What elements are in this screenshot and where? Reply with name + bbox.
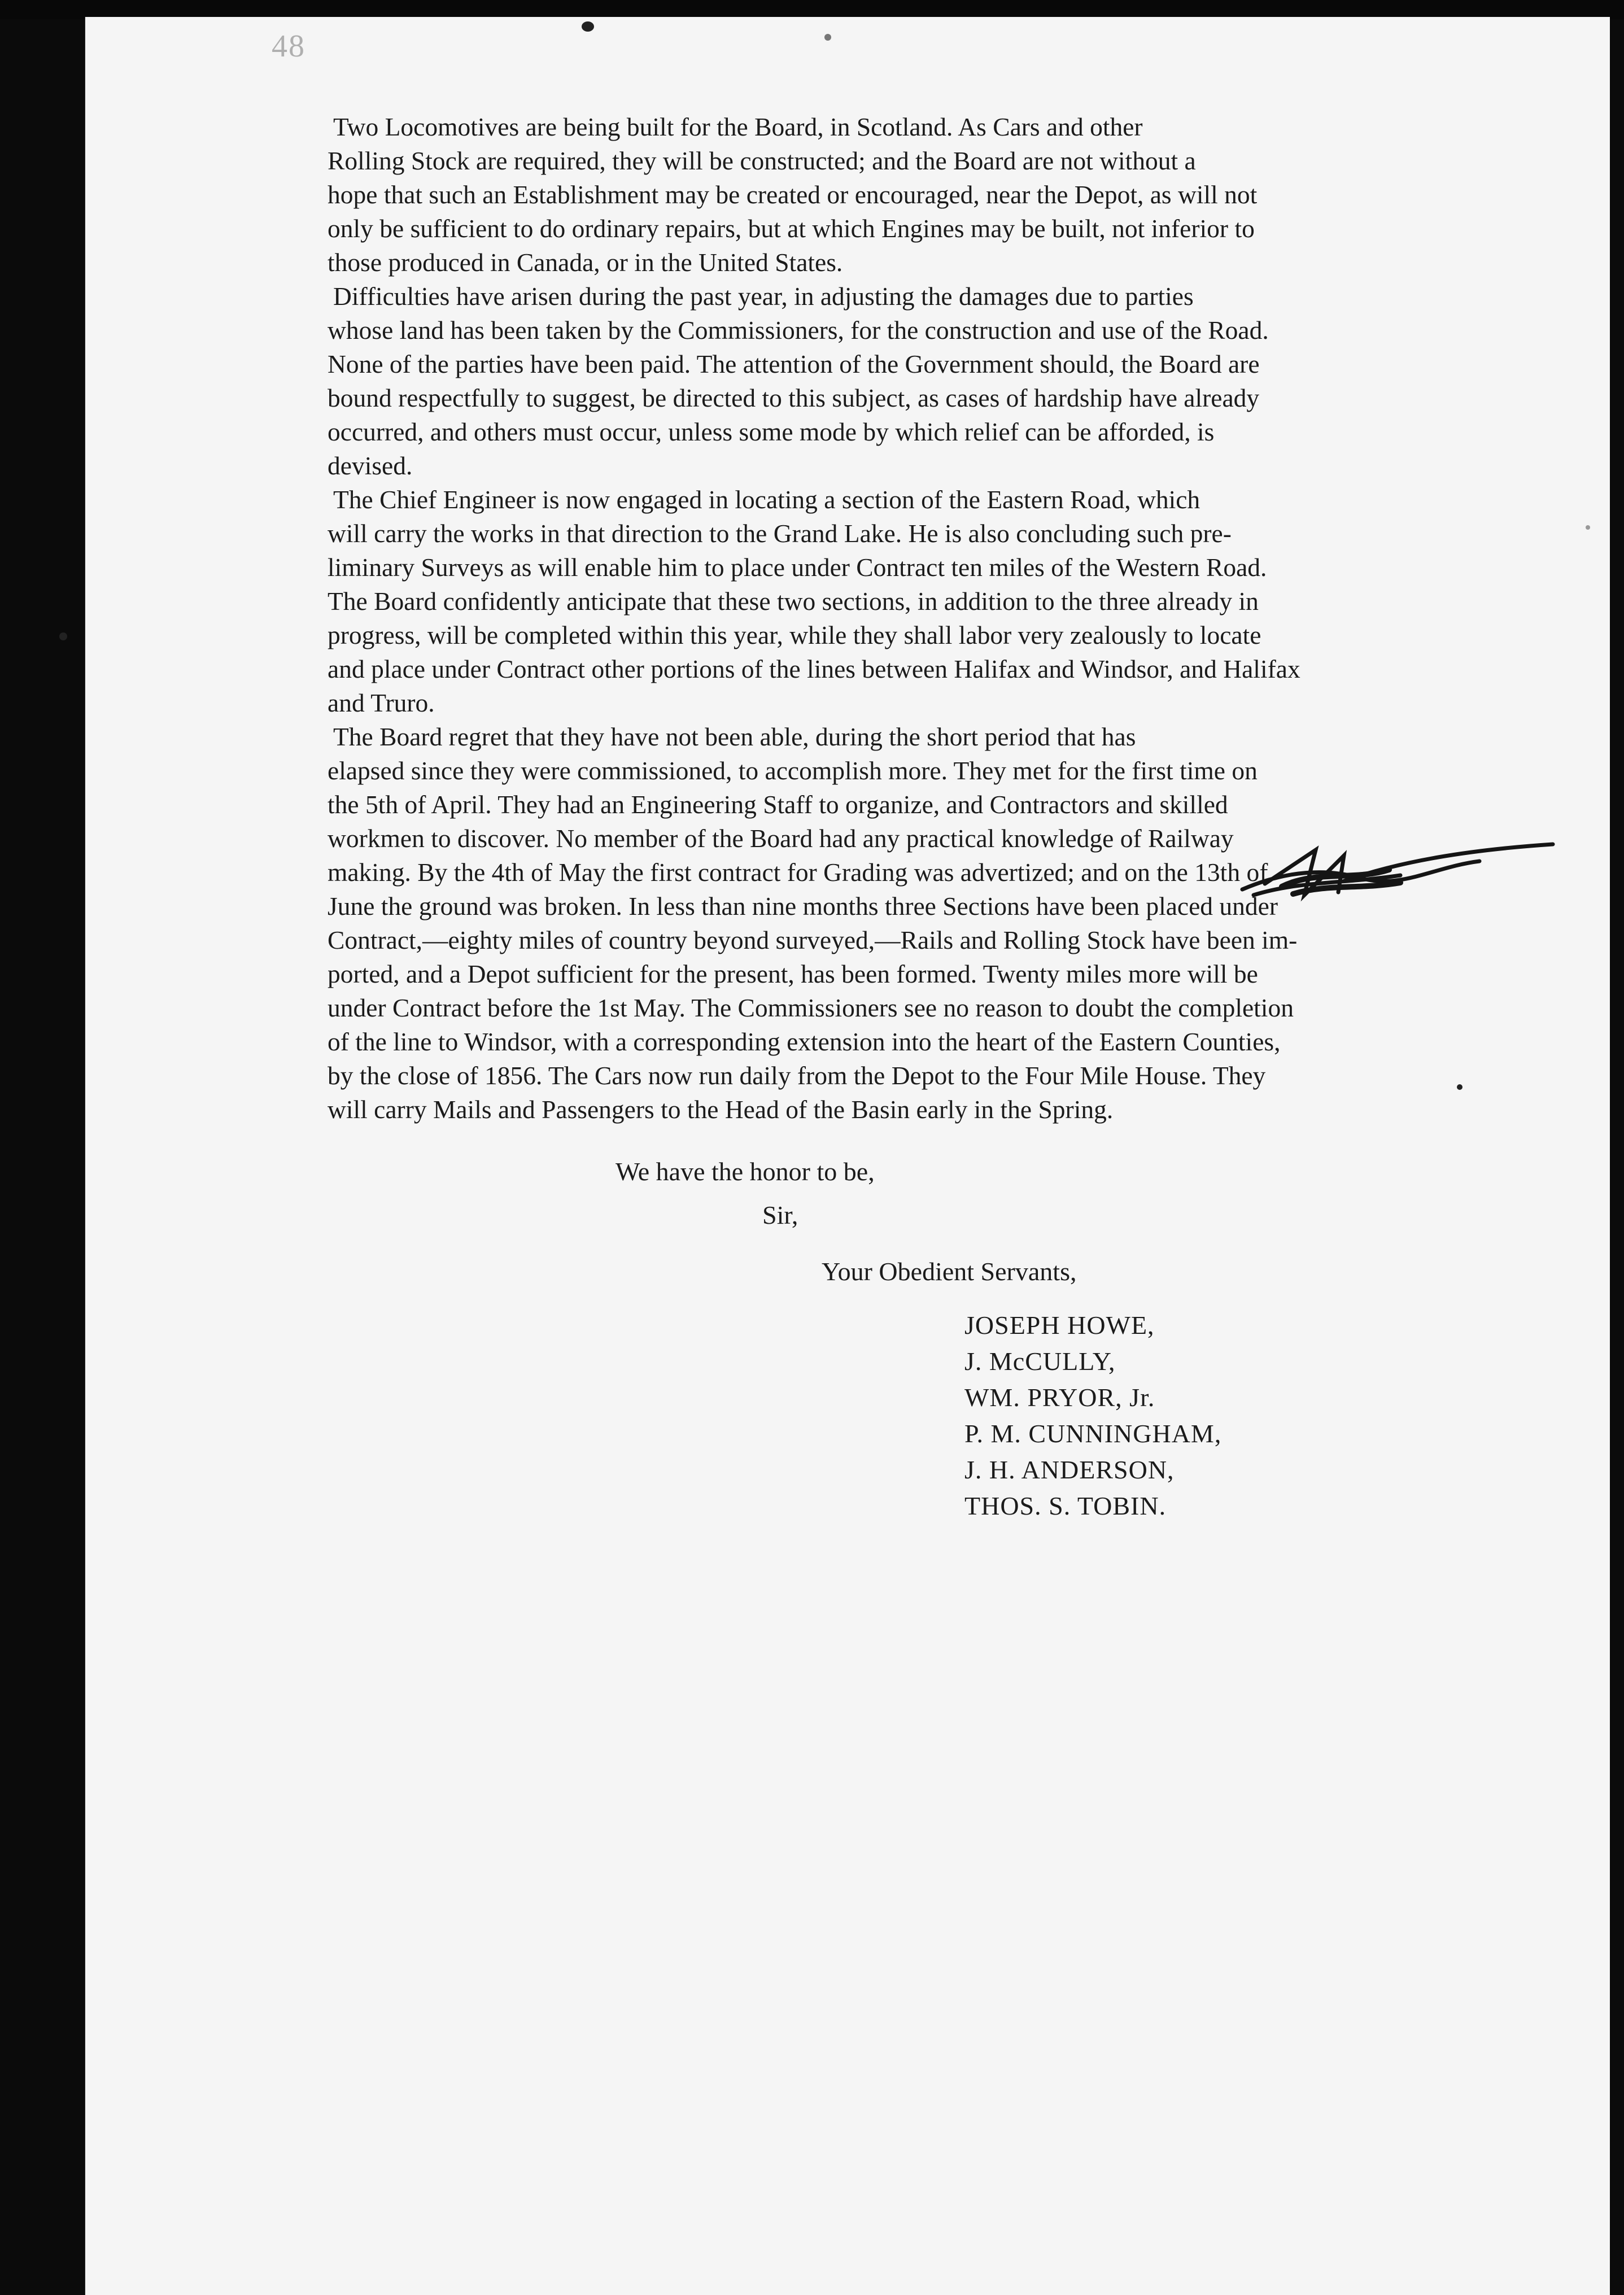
text-line: Contract,—eighty miles of country beyond surveyed,—Rails and Rolling Stock have been im- bbox=[328, 926, 1298, 954]
paragraph-difficulties bbox=[328, 280, 1330, 483]
text-line: Difficulties have arisen during the past year, in adjusting the damages due to parties bbox=[333, 282, 1194, 311]
letter-body bbox=[328, 110, 1330, 1127]
signatory-name: J. McCULLY, bbox=[964, 1347, 1116, 1376]
text-line: The Chief Engineer is now engaged in locating a section of the Eastern Road, which bbox=[333, 485, 1200, 514]
text-line: whose land has been taken by the Commissioners, for the construction and use of the Road. bbox=[328, 316, 1269, 344]
text-line: and Truro. bbox=[328, 688, 435, 717]
text-line: of the line to Windsor, with a corresponding extension into the heart of the Eastern Counties, bbox=[328, 1027, 1281, 1056]
servants-line: Your Obedient Servants, bbox=[822, 1257, 1077, 1286]
text-line: only be sufficient to do ordinary repairs, but at which Engines may be built, not inferior to bbox=[328, 214, 1255, 243]
signatory-name: P. M. CUNNINGHAM, bbox=[964, 1419, 1222, 1448]
text-line: will carry the works in that direction to the Grand Lake. He is also concluding such pre- bbox=[328, 519, 1232, 548]
text-line: ported, and a Depot sufficient for the present, has been formed. Twenty miles more will be bbox=[328, 959, 1258, 988]
paragraph-board-regret bbox=[328, 720, 1330, 1127]
text-line: by the close of 1856. The Cars now run daily from the Depot to the Four Mile House. They bbox=[328, 1061, 1266, 1090]
text-line: elapsed since they were commissioned, to accomplish more. They met for the first time on bbox=[328, 756, 1258, 785]
scan-border-top bbox=[0, 0, 1624, 19]
text-line: The Board regret that they have not been able, during the short period that has bbox=[333, 722, 1136, 751]
signatory-name: WM. PRYOR, Jr. bbox=[964, 1383, 1155, 1412]
ink-strikethrough-mark bbox=[1231, 827, 1558, 918]
text-line: June the ground was broken. In less than nine months three Sections have been placed under bbox=[328, 892, 1278, 920]
page-number: 48 bbox=[272, 29, 305, 64]
paragraph-chief-engineer bbox=[328, 483, 1330, 720]
paragraph-locomotives bbox=[328, 110, 1330, 280]
text-line: devised. bbox=[328, 451, 413, 480]
scan-speck bbox=[1586, 525, 1590, 530]
salutation: Sir, bbox=[762, 1201, 798, 1229]
text-line: under Contract before the 1st May. The Commissioners see no reason to doubt the completion bbox=[328, 993, 1294, 1022]
text-line: liminary Surveys as will enable him to place under Contract ten miles of the Western Road. bbox=[328, 553, 1267, 582]
signatory-name: J. H. ANDERSON, bbox=[964, 1455, 1175, 1484]
text-line: bound respectfully to suggest, be directed to this subject, as cases of hardship have already bbox=[328, 383, 1260, 412]
text-line: hope that such an Establishment may be created or encouraged, near the Depot, as will not bbox=[328, 180, 1258, 209]
scan-speck bbox=[582, 21, 594, 32]
text-line: and place under Contract other portions of the lines between Halifax and Windsor, and Halifax bbox=[328, 655, 1300, 683]
text-line: progress, will be completed within this year, while they shall labor very zealously to locate bbox=[328, 621, 1261, 649]
closing-line: We have the honor to be, bbox=[615, 1157, 875, 1186]
text-line: workmen to discover. No member of the Board had any practical knowledge of Railway bbox=[328, 824, 1234, 853]
signatory-list bbox=[964, 1307, 1221, 1524]
text-line: the 5th of April. They had an Engineering Staff to organize, and Contractors and skilled bbox=[328, 790, 1228, 819]
scan-speck bbox=[824, 34, 831, 41]
scan-speck bbox=[1457, 1084, 1463, 1090]
text-line: will carry Mails and Passengers to the Head of the Basin early in the Spring. bbox=[328, 1095, 1114, 1124]
signatory-name: THOS. S. TOBIN. bbox=[964, 1491, 1167, 1520]
text-line: occurred, and others must occur, unless some mode by which relief can be afforded, is bbox=[328, 417, 1215, 446]
text-line: None of the parties have been paid. The attention of the Government should, the Board are bbox=[328, 350, 1260, 378]
scan-speck bbox=[59, 632, 67, 640]
text-line: The Board confidently anticipate that these two sections, in addition to the three already in bbox=[328, 587, 1259, 616]
text-line: making. By the 4th of May the first contract for Grading was advertized; and on the 13th of bbox=[328, 858, 1268, 887]
text-line: Two Locomotives are being built for the Board, in Scotland. As Cars and other bbox=[333, 112, 1143, 141]
text-line: those produced in Canada, or in the United States. bbox=[328, 248, 843, 277]
text-line: Rolling Stock are required, they will be constructed; and the Board are not without a bbox=[328, 146, 1196, 175]
signatory-name: JOSEPH HOWE, bbox=[964, 1311, 1155, 1340]
